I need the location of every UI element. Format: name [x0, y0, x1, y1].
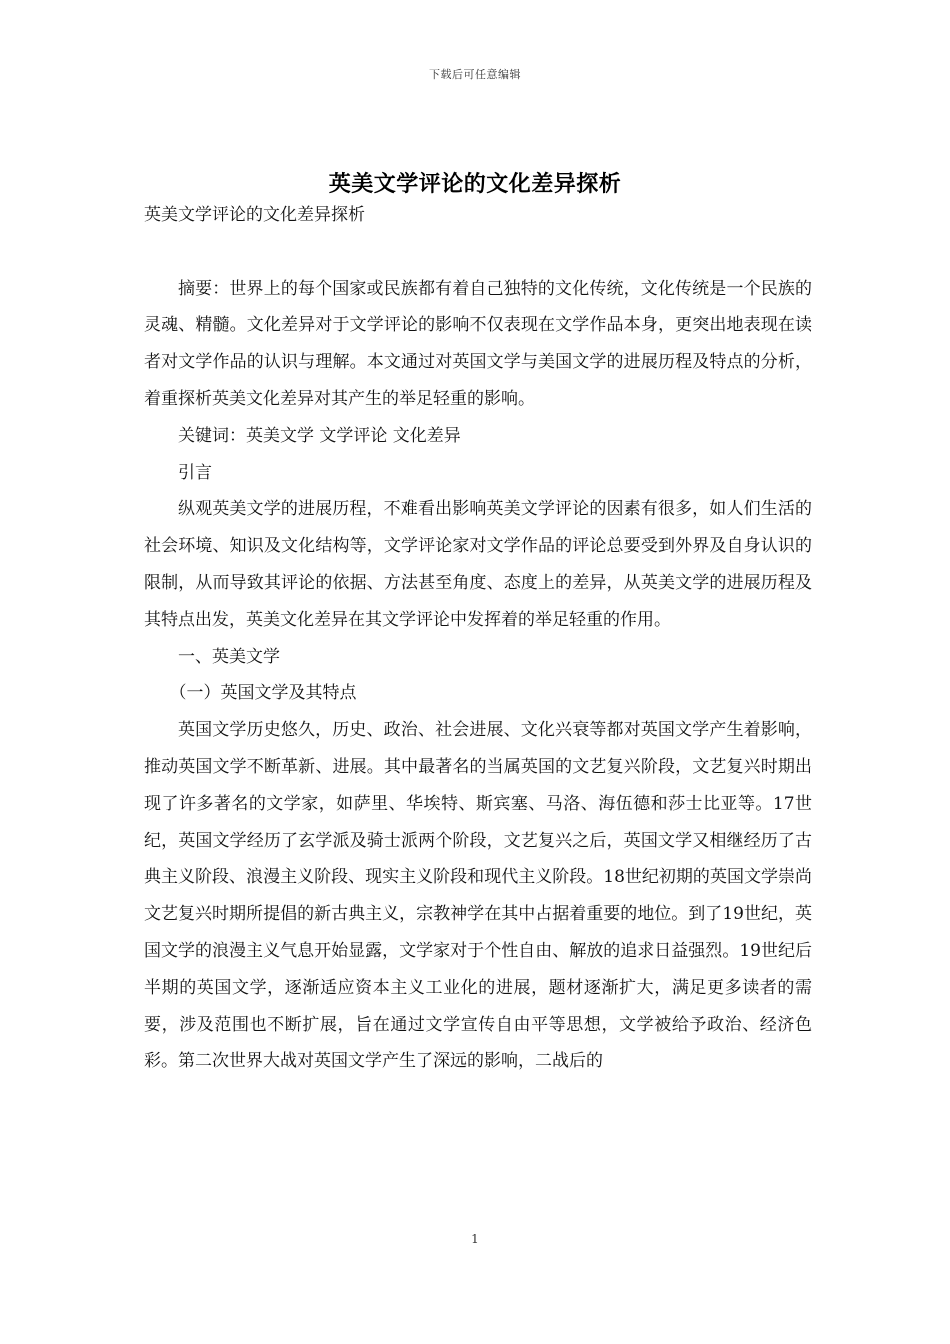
section-heading: 一、英美文学	[178, 646, 280, 667]
blank-line	[144, 234, 812, 271]
intro-heading: 引言	[178, 462, 212, 483]
document-body	[144, 197, 812, 1080]
running-header: 下载后可任意编辑	[429, 68, 521, 81]
document-subtitle: 英美文学评论的文化差异探析	[144, 205, 365, 225]
page-number: 1	[471, 1232, 479, 1246]
keywords-line: 关键词：英美文学 文学评论 文化差异	[178, 425, 461, 446]
intro-paragraph: 纵观英美文学的进展历程，不难看出影响英美文学评论的因素有很多，如人们生活的社会环境、知识及文化结构等，文学评论家对文学作品的评论总要受到外界及自身认识的限制，从而导致其评论的依据、方法甚至角度、态度上的差异，从英美文学的进展历程及其特点出发，英美文化差异在其文学评论中发挥着的举足轻重的作用。	[144, 499, 812, 630]
abstract-paragraph: 摘要：世界上的每个国家或民族都有着自己独特的文化传统，文化传统是一个民族的灵魂、精髓。文化差异对于文学评论的影响不仅表现在文学作品本身，更突出地表现在读者对文学作品的认识与理解。本文通过对英国文学与美国文学的进展历程及特点的分析，着重探析英美文化差异对其产生的举足轻重的影响。	[144, 278, 812, 409]
subsection-paragraph: 英国文学历史悠久，历史、政治、社会进展、文化兴衰等都对英国文学产生着影响，推动英国文学不断革新、进展。其中最著名的当属英国的文艺复兴阶段，文艺复兴时期出现了许多著名的文学家，如萨里、华埃特、斯宾塞、马洛、海伍德和莎士比亚等。17世纪，英国文学经历了玄学派及骑士派两个阶段，文艺复兴之后，英国文学又相继经历了古典主义阶段、浪漫主义阶段、现实主义阶段和现代主义阶段。18世纪初期的英国文学崇尚文艺复兴时期所提倡的新古典主义，宗教神学在其中占据着重要的地位。到了19世纪，英国文学的浪漫主义气息开始显露，文学家对于个性自由、解放的追求日益强烈。19世纪后半期的英国文学，逐渐适应资本主义工业化的进展，题材逐渐扩大，满足更多读者的需要，涉及范围也不断扩展，旨在通过文学宣传自由平等思想，文学被给予政治、经济色彩。第二次世界大战对英国文学产生了深远的影响，二战后的	[144, 720, 812, 1072]
subsection-heading: （一）英国文学及其特点	[169, 683, 357, 704]
document-title: 英美文学评论的文化差异探析	[328, 170, 622, 197]
